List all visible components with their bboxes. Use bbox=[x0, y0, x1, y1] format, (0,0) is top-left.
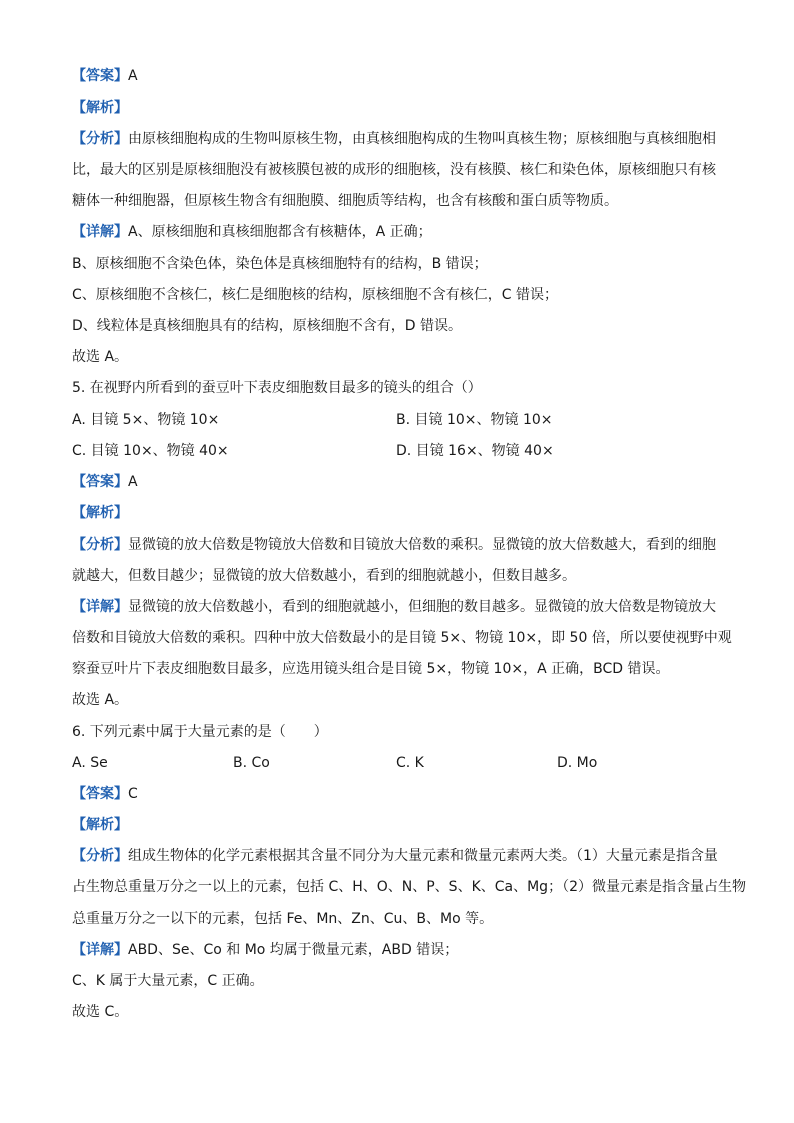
fenxi-tag: 【分析】 bbox=[72, 131, 128, 147]
answer-line bbox=[72, 784, 722, 804]
fenxi-line-3: 糖体一种细胞器，但原核生物含有细胞膜、细胞质等结构，也含有核酸和蛋白质等物质。 bbox=[72, 193, 618, 209]
fenxi-tag: 【分析】 bbox=[72, 848, 128, 864]
xiangjie-line-1 bbox=[72, 222, 722, 242]
xiangjie-line-1 bbox=[72, 940, 722, 960]
analysis-heading: 【解析】 bbox=[72, 100, 128, 116]
fenxi-line-3: 总重量万分之一以下的元素，包括 Fe、Mn、Zn、Cu、B、Mo 等。 bbox=[72, 911, 494, 927]
xiangjie-tag: 【详解】 bbox=[72, 942, 128, 958]
answer-text: A bbox=[128, 474, 138, 490]
q6-option-a: A. Se bbox=[72, 755, 108, 771]
q5-option-c: C. 目镜 10×、物镜 40× bbox=[72, 443, 229, 459]
conclusion-line: 故选 A。 bbox=[72, 692, 129, 708]
xiangjie-text: A、原核细胞和真核细胞都含有核糖体，A 正确； bbox=[128, 224, 432, 240]
xiangjie-line-3: 察蚕豆叶片下表皮细胞数目最多，应选用镜头组合是目镜 5×，物镜 10×，A 正确，BCD 错误。 bbox=[72, 661, 670, 677]
fenxi-text: 由原核细胞构成的生物叫原核生物，由真核细胞构成的生物叫真核生物；原核细胞与真核细胞相 bbox=[128, 131, 716, 147]
answer-text: C bbox=[128, 786, 138, 802]
analysis-heading: 【解析】 bbox=[72, 505, 128, 521]
xiangjie-line-2: 倍数和目镜放大倍数的乘积。四种中放大倍数最小的是目镜 5×、物镜 10×，即 50 倍，所以要使视野中观 bbox=[72, 630, 732, 646]
analysis-heading: 【解析】 bbox=[72, 817, 128, 833]
q6-option-c: C. K bbox=[396, 755, 424, 771]
fenxi-line-2: 就越大，但数目越少；显微镜的放大倍数越小，看到的细胞就越小，但数目越多。 bbox=[72, 568, 576, 584]
answer-tag: 【答案】 bbox=[72, 786, 128, 802]
xiangjie-text: 显微镜的放大倍数越小，看到的细胞就越小，但细胞的数目越多。显微镜的放大倍数是物镜放大 bbox=[128, 599, 716, 615]
xiangjie-line-3: C、原核细胞不含核仁，核仁是细胞核的结构，原核细胞不含有核仁，C 错误； bbox=[72, 287, 558, 303]
xiangjie-tag: 【详解】 bbox=[72, 599, 128, 615]
conclusion-line: 故选 C。 bbox=[72, 1004, 129, 1020]
fenxi-line-1 bbox=[72, 846, 722, 866]
question-5-stem: 5. 在视野内所看到的蚕豆叶下表皮细胞数目最多的镜头的组合（） bbox=[72, 380, 482, 396]
xiangjie-line-2: C、K 属于大量元素，C 正确。 bbox=[72, 973, 264, 989]
q5-option-d: D. 目镜 16×、物镜 40× bbox=[396, 443, 554, 459]
fenxi-line-2: 比，最大的区别是原核细胞没有被核膜包被的成形的细胞核，没有核膜、核仁和染色体，原核细胞只有核 bbox=[72, 162, 716, 178]
fenxi-tag: 【分析】 bbox=[72, 537, 128, 553]
answer-line bbox=[72, 472, 722, 492]
q5-option-a: A. 目镜 5×、物镜 10× bbox=[72, 412, 220, 428]
xiangjie-line-4: D、线粒体是真核细胞具有的结构，原核细胞不含有，D 错误。 bbox=[72, 318, 463, 334]
answer-tag: 【答案】 bbox=[72, 68, 128, 84]
xiangjie-line-2: B、原核细胞不含染色体，染色体是真核细胞特有的结构，B 错误； bbox=[72, 256, 488, 272]
question-6-stem: 6. 下列元素中属于大量元素的是（ ） bbox=[72, 724, 328, 740]
answer-text: A bbox=[128, 68, 138, 84]
conclusion-line: 故选 A。 bbox=[72, 349, 129, 365]
xiangjie-tag: 【详解】 bbox=[72, 224, 128, 240]
answer-line bbox=[72, 66, 722, 86]
fenxi-line-1 bbox=[72, 535, 722, 555]
q6-option-b: B. Co bbox=[233, 755, 270, 771]
fenxi-line-1 bbox=[72, 129, 722, 149]
fenxi-text: 组成生物体的化学元素根据其含量不同分为大量元素和微量元素两大类。（1）大量元素是指含量 bbox=[128, 848, 718, 864]
q5-option-b: B. 目镜 10×、物镜 10× bbox=[396, 412, 553, 428]
fenxi-line-2: 占生物总重量万分之一以上的元素，包括 C、H、O、N、P、S、K、Ca、Mg；（2）微量元素是指含量占生物 bbox=[72, 879, 746, 895]
xiangjie-text: ABD、Se、Co 和 Mo 均属于微量元素，ABD 错误； bbox=[128, 942, 459, 958]
q6-option-d: D. Mo bbox=[557, 755, 598, 771]
answer-tag: 【答案】 bbox=[72, 474, 128, 490]
fenxi-text: 显微镜的放大倍数是物镜放大倍数和目镜放大倍数的乘积。显微镜的放大倍数越大，看到的细胞 bbox=[128, 537, 716, 553]
xiangjie-line-1 bbox=[72, 597, 722, 617]
